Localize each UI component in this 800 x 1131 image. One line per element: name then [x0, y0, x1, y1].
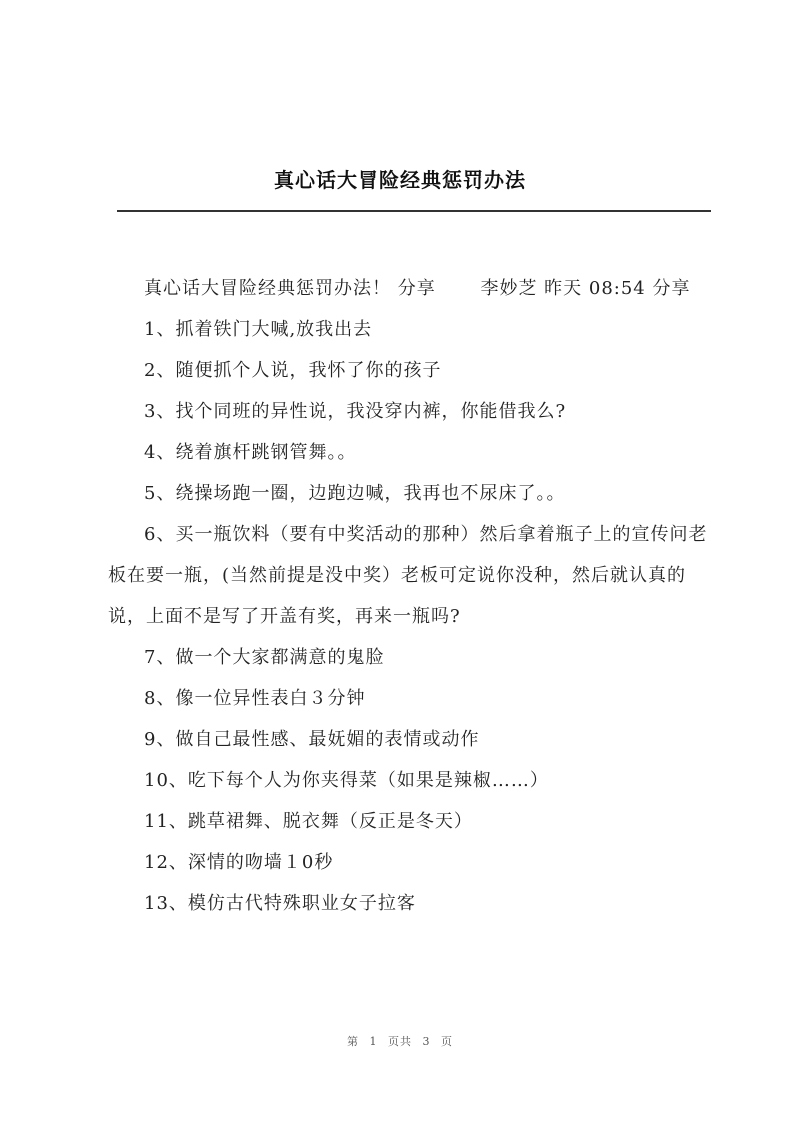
document-title: 真心话大冒险经典惩罚办法 [274, 168, 526, 192]
list-item: 13、模仿古代特殊职业女子拉客 [144, 893, 416, 914]
title-divider [117, 210, 711, 212]
page-number: 第 1 页共 3 页 [347, 1035, 453, 1048]
list-item: 4、绕着旗杆跳钢管舞。。 [144, 442, 357, 463]
list-item: 12、深情的吻墙１0秒 [144, 852, 334, 873]
paragraph-intro: 真心话大冒险经典惩罚办法！ 分享 李妙芝 昨天 08:54 分享 [144, 278, 691, 299]
list-item: 3、找个同班的异性说，我没穿内裤，你能借我么? [144, 401, 567, 422]
list-item: 11、跳草裙舞、脱衣舞（反正是冬天） [144, 811, 473, 832]
list-item: 10、吃下每个人为你夹得菜（如果是辣椒……） [144, 770, 549, 791]
list-item: 9、做自己最性感、最妩媚的表情或动作 [144, 729, 480, 750]
list-item: 6、买一瓶饮料（要有中奖活动的那种）然后拿着瓶子上的宣传问老板在要一瓶，(当然前提是没中奖）老板可定说你没种，然后就认真的说，上面不是写了开盖有奖，再来一瓶吗? [108, 524, 708, 627]
list-item: 5、绕操场跑一圈，边跑边喊，我再也不尿床了。。 [144, 483, 566, 504]
list-item: 2、随便抓个人说，我怀了你的孩子 [144, 360, 442, 381]
list-item: 8、像一位异性表白３分钟 [144, 688, 366, 709]
list-item: 7、做一个大家都满意的鬼脸 [144, 647, 385, 668]
list-item: 1、抓着铁门大喊,放我出去 [144, 319, 373, 340]
document-body [108, 268, 716, 924]
